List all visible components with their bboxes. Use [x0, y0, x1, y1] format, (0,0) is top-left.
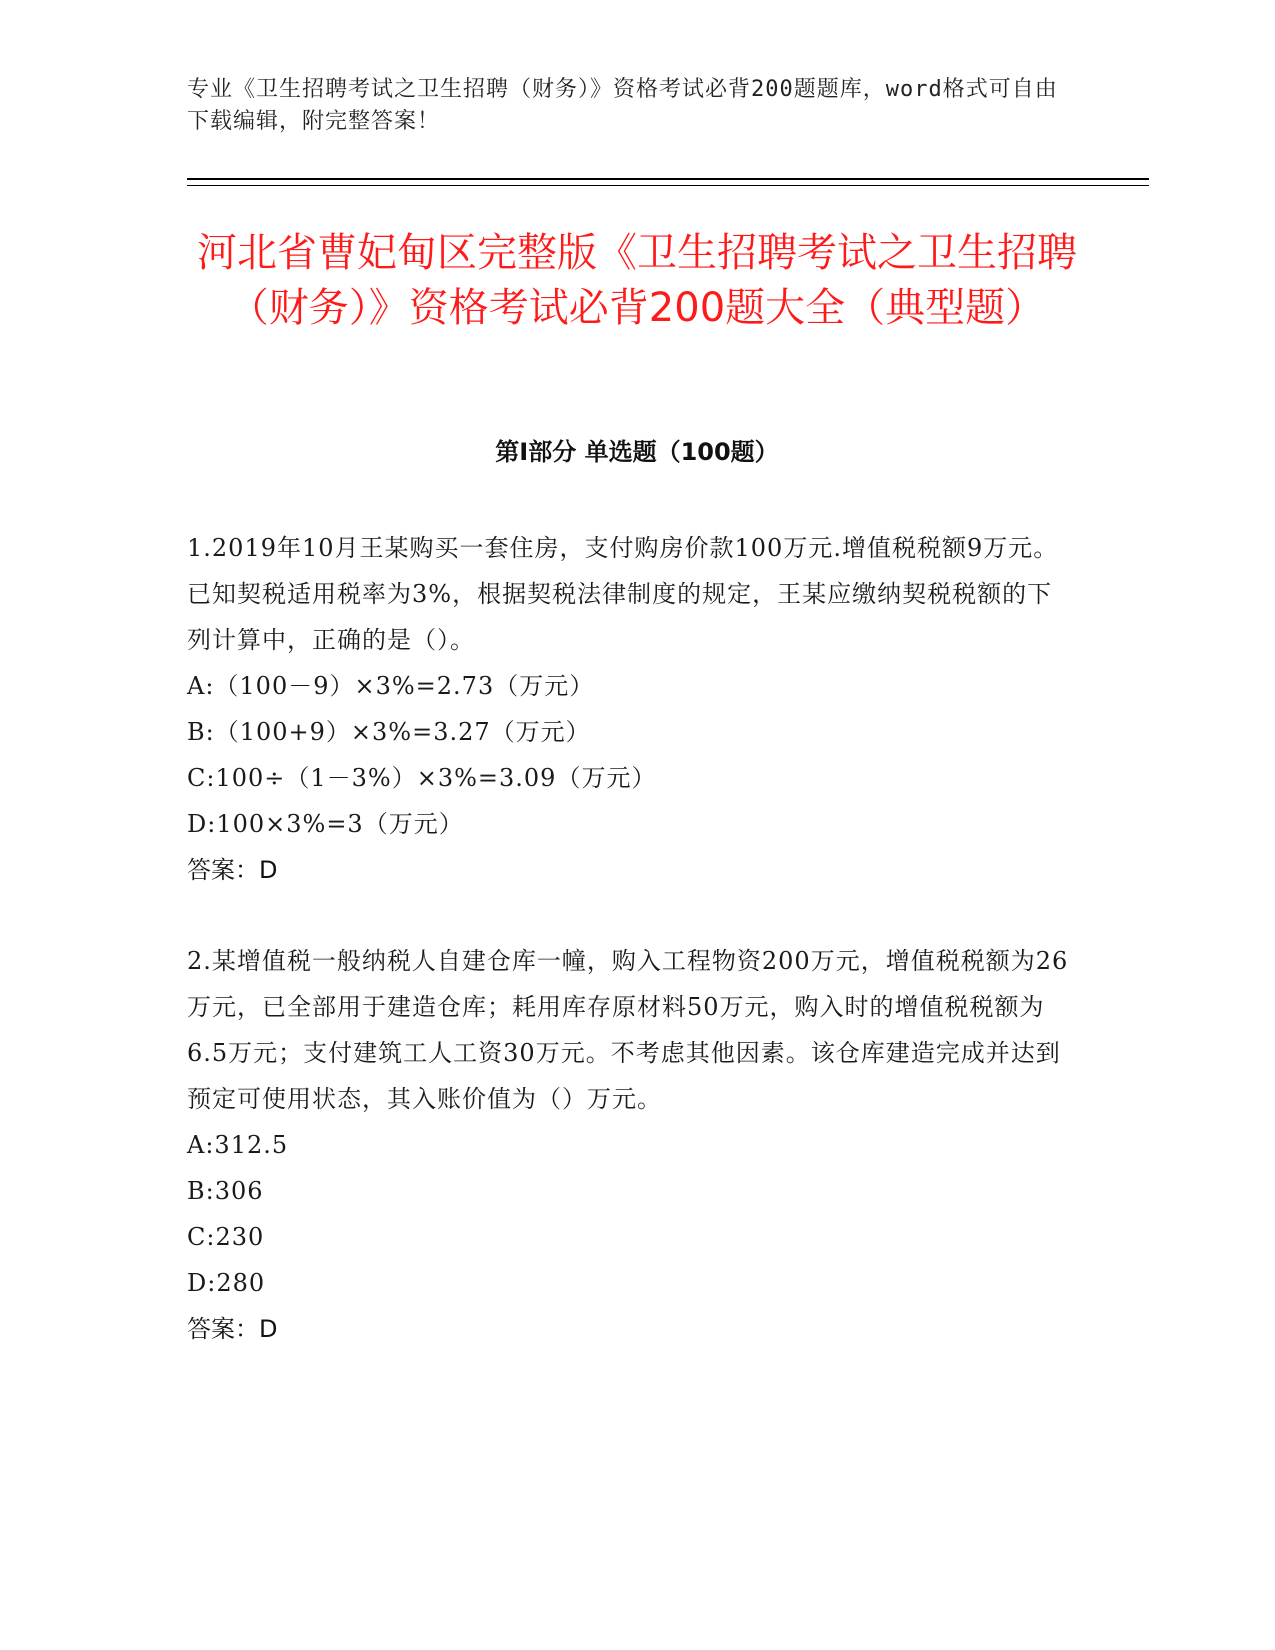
option-a: A:（100－9）×3%=2.73（万元） — [187, 672, 595, 700]
section-title: 第Ⅰ部分 单选题（100题） — [495, 438, 779, 466]
header-rule-thin — [187, 185, 1149, 186]
document-title: 河北省曹妃甸区完整版《卫生招聘考试之卫生招聘（财务）》资格考试必背200题大全（典型题） — [197, 230, 1077, 331]
option-d: D:100×3%=3（万元） — [187, 810, 464, 838]
option-c: C:100÷（1－3%）×3%=3.09（万元） — [187, 764, 657, 792]
header-rule-thick — [187, 178, 1149, 180]
question-list — [187, 525, 1072, 1397]
option-c: C:230 — [187, 1223, 265, 1251]
option-b: B:（100+9）×3%=3.27（万元） — [187, 718, 591, 746]
question-stem: 1.2019年10月王某购买一套住房，支付购房价款100万元.增值税税额9万元。已知契税适用税率为3%，根据契税法律制度的规定，王某应缴纳契税税额的下列计算中，正确的是（）。 — [187, 534, 1059, 654]
answer: 答案：D — [187, 856, 278, 884]
question-2 — [187, 938, 1072, 1352]
question-stem: 2.某增值税一般纳税人自建仓库一幢，购入工程物资200万元，增值税税额为26万元，已全部用于建造仓库；耗用库存原材料50万元，购入时的增值税税额为6.5万元；支付建筑工人工资30万元。不考虑其他因素。该仓库建造完成并达到预定可使用状态，其入账价值为（）万元。 — [187, 947, 1069, 1113]
option-d: D:280 — [187, 1269, 266, 1297]
question-1 — [187, 525, 1072, 893]
answer: 答案：D — [187, 1315, 278, 1343]
option-b: B:306 — [187, 1177, 264, 1205]
option-a: A:312.5 — [187, 1131, 289, 1159]
header-note: 专业《卫生招聘考试之卫生招聘（财务）》资格考试必背200题题库，word格式可自由下载编辑，附完整答案！ — [187, 77, 1058, 134]
